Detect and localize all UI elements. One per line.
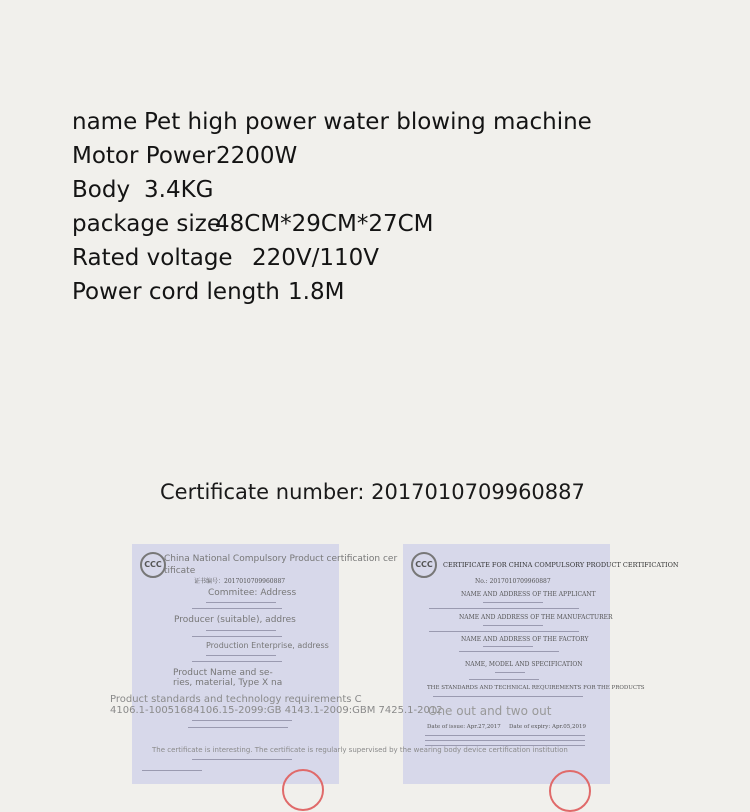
cert-expiry-date: Date of expiry: Apr.05,2019 xyxy=(509,724,586,730)
text-line xyxy=(206,602,276,603)
spec-value: Pet high power water blowing machine xyxy=(144,109,592,135)
cert-product-series: ries, material, Type X na xyxy=(173,678,283,688)
text-line xyxy=(495,672,525,673)
text-line xyxy=(483,646,533,647)
cert-title-cont: tificate xyxy=(164,566,196,576)
cert-product-name: Product Name and se- xyxy=(173,668,273,678)
text-line xyxy=(192,661,282,662)
spec-value: 1.8M xyxy=(288,279,345,305)
cert-issue-date: Date of issue: Apr.27,2017 xyxy=(427,724,501,730)
overlay-interesting: The certificate is interesting. The certificate is regularly supervised by the wearing body device certification institution xyxy=(152,746,568,754)
cert-manufacturer: NAME AND ADDRESS OF THE MANUFACTURER xyxy=(459,614,613,621)
spec-value: 220V/110V xyxy=(252,245,380,271)
text-line xyxy=(206,630,276,631)
text-line xyxy=(425,735,585,736)
text-line xyxy=(429,608,579,609)
spec-label: name xyxy=(72,109,138,135)
cert-producer: Producer (suitable), addres xyxy=(174,615,296,625)
text-line xyxy=(192,759,292,760)
cert-number-small: 证书编号：2017010709960887 xyxy=(194,578,286,585)
spec-value: 3.4KG xyxy=(144,177,214,203)
red-seal-stamp xyxy=(282,769,324,811)
spec-label: Body xyxy=(72,177,131,203)
text-line xyxy=(459,651,559,652)
text-line xyxy=(425,740,585,741)
text-line xyxy=(469,679,539,680)
cert-model: NAME, MODEL AND SPECIFICATION xyxy=(465,661,583,668)
text-line xyxy=(192,608,282,609)
spec-value: 2200W xyxy=(216,143,298,169)
ccc-logo-icon: CCC xyxy=(140,552,166,578)
spec-label: Motor Power xyxy=(72,143,216,169)
cert-title: China National Compulsory Product certification cer xyxy=(164,554,398,564)
text-line xyxy=(206,655,276,656)
text-line xyxy=(429,631,579,632)
text-line xyxy=(433,696,583,697)
overlay-one-out: One out and two out xyxy=(428,704,552,718)
spec-label: package size xyxy=(72,211,222,237)
cert-committee: Commitee: Address xyxy=(208,588,297,598)
overlay-standards-codes: 4106.1-10051684106.15-2099:GB 4143.1-2009:GBM 7425.1-2012 xyxy=(110,705,443,716)
text-line xyxy=(142,770,202,771)
text-line xyxy=(192,636,282,637)
spec-label: Power cord length xyxy=(72,279,280,305)
text-line xyxy=(192,720,292,721)
text-line xyxy=(483,602,543,603)
overlay-standards: Product standards and technology requirements C xyxy=(110,694,362,705)
cert-standards: THE STANDARDS AND TECHNICAL REQUIREMENTS FOR THE PRODUCTS xyxy=(427,685,645,691)
spec-label: Rated voltage xyxy=(72,245,233,271)
cert-enterprise: Production Enterprise, address xyxy=(206,641,329,650)
red-seal-stamp xyxy=(549,770,591,812)
cert-applicant: NAME AND ADDRESS OF THE APPLICANT xyxy=(461,591,596,598)
spec-value: 48CM*29CM*27CM xyxy=(215,211,434,237)
text-line xyxy=(188,727,288,728)
ccc-logo-icon: CCC xyxy=(411,552,437,578)
cert-factory: NAME AND ADDRESS OF THE FACTORY xyxy=(461,636,589,643)
cert-title: CERTIFICATE FOR CHINA COMPULSORY PRODUCT CERTIFICATION xyxy=(443,561,679,569)
cert-number-small: No.: 2017010709960887 xyxy=(475,578,551,585)
certificate-number: Certificate number: 2017010709960887 xyxy=(160,480,585,504)
text-line xyxy=(483,625,543,626)
